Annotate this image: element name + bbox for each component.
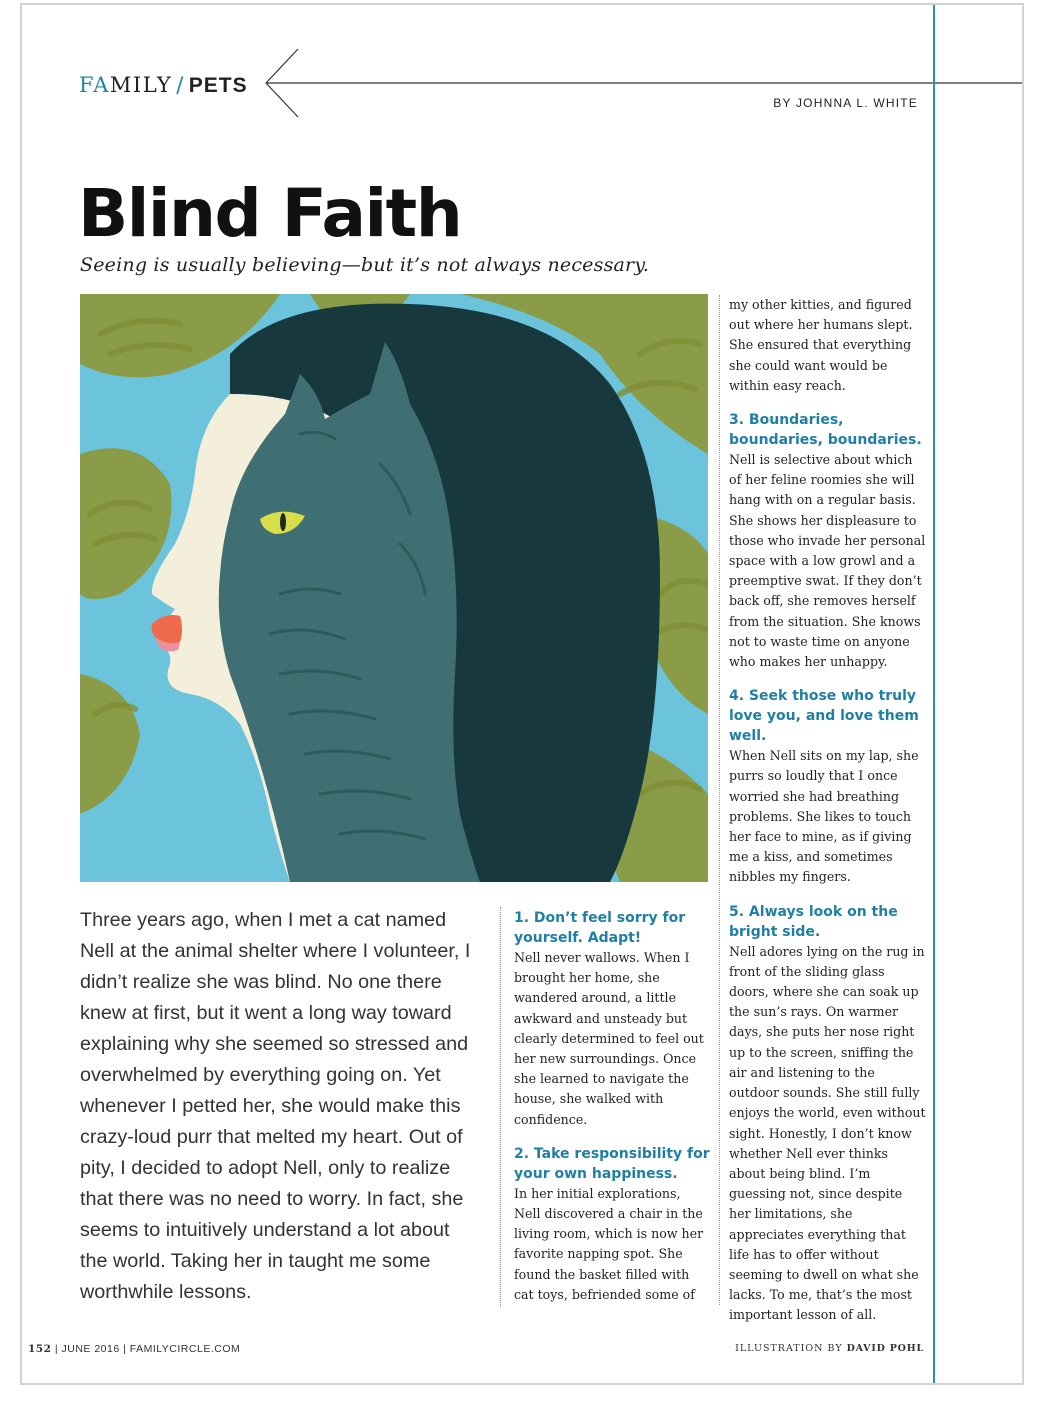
cat-woman-illustration	[80, 294, 708, 882]
lessons-column-1	[514, 908, 710, 1305]
lesson-body-continued: my other kitties, and figured out where her humans slept. She ensured that everything she could want would be within easy reach.	[729, 297, 913, 393]
section-label	[79, 73, 248, 98]
lesson-body: In her initial explorations, Nell discovered a chair in the living room, which is now her favorite napping spot. She found the basket filled with cat toys, befriended some of	[514, 1185, 704, 1302]
article-deck: Seeing is usually believing—but it’s not always necessary.	[80, 254, 649, 276]
lesson-heading: 3. Boundaries, boundaries, boundaries.	[729, 412, 922, 449]
byline: BY JOHNNA L. WHITE	[773, 96, 918, 110]
section-family-accent: FA	[79, 73, 110, 97]
lesson-heading: 4. Seek those who truly love you, and love them well.	[729, 688, 919, 745]
issue-info: | JUNE 2016 | FAMILYCIRCLE.COM	[54, 1343, 241, 1355]
lesson-heading: 2. Take responsibility for your own happiness.	[514, 1145, 710, 1182]
article-title: Blind Faith	[78, 175, 462, 252]
lesson-body: When Nell sits on my lap, she purrs so loudly that I once worried she had breathing problems. She likes to touch her face to mine, as if giving me a kiss, and sometimes nibbles my fingers.	[729, 748, 919, 885]
lesson-body: Nell is selective about which of her feline roomies she will hang with on a regular basis. She shows her displeasure to those who invade her personal space with a low growl and a preemptive swat. If they don’t back off, she removes herself from the situation. She knows not to waste time on anyone who makes her unhappy.	[729, 452, 926, 670]
magazine-page	[22, 5, 1022, 1383]
credit-name: DAVID POHL	[846, 1343, 924, 1354]
margin-rule	[933, 5, 935, 1383]
folio	[28, 1343, 240, 1355]
intro-paragraph: Three years ago, when I met a cat named Nell at the animal shelter where I volunteer, I didn’t realize she was blind. No one there knew at first, but it went a long way toward explaining why she seemed so stressed and overwhelmed by everything going on. Yet whenever I petted her, she would make this crazy-loud purr that melted my heart. Out of pity, I decided to adopt Nell, only to realize that there was no need to worry. In fact, she seems to intuitively understand a lot about the world. Taking her in taught me some worthwhile lessons.	[80, 909, 471, 1303]
credit-prefix: ILLUSTRATION BY	[735, 1343, 843, 1354]
column-divider	[500, 907, 501, 1307]
lesson-body: Nell adores lying on the rug in front of the sliding glass doors, where she can soak up the sun’s rays. On warmer days, she puts her nose right up to the screen, sniffing the air and listening to the outdoor sounds. She still fully enjoys the world, even without sight. Honestly, I don’t know whether Nell ever thinks about being blind. I’m guessing not, since despite her limitations, she appreciates everything that life has to offer without seeming to dwell on what she lacks. To me, that’s the most important lesson of all.	[729, 943, 926, 1323]
intro-text	[80, 905, 480, 1308]
page-number: 152	[28, 1343, 52, 1355]
illustration-credit	[735, 1343, 924, 1354]
lessons-column-2	[729, 295, 927, 1326]
lesson-heading: 5. Always look on the bright side.	[729, 903, 898, 940]
section-pets: PETS	[188, 74, 248, 97]
column-divider	[719, 295, 720, 1305]
section-slash: /	[176, 73, 185, 97]
section-family-rest: MILY	[109, 73, 173, 97]
lesson-body: Nell never wallows. When I brought her home, she wandered around, a little awkward and unsteady but clearly determined to feel out her new surroundings. Once she learned to navigate the house, she walked with confidence.	[514, 950, 704, 1127]
lesson-heading: 1. Don’t feel sorry for yourself. Adapt!	[514, 910, 686, 946]
